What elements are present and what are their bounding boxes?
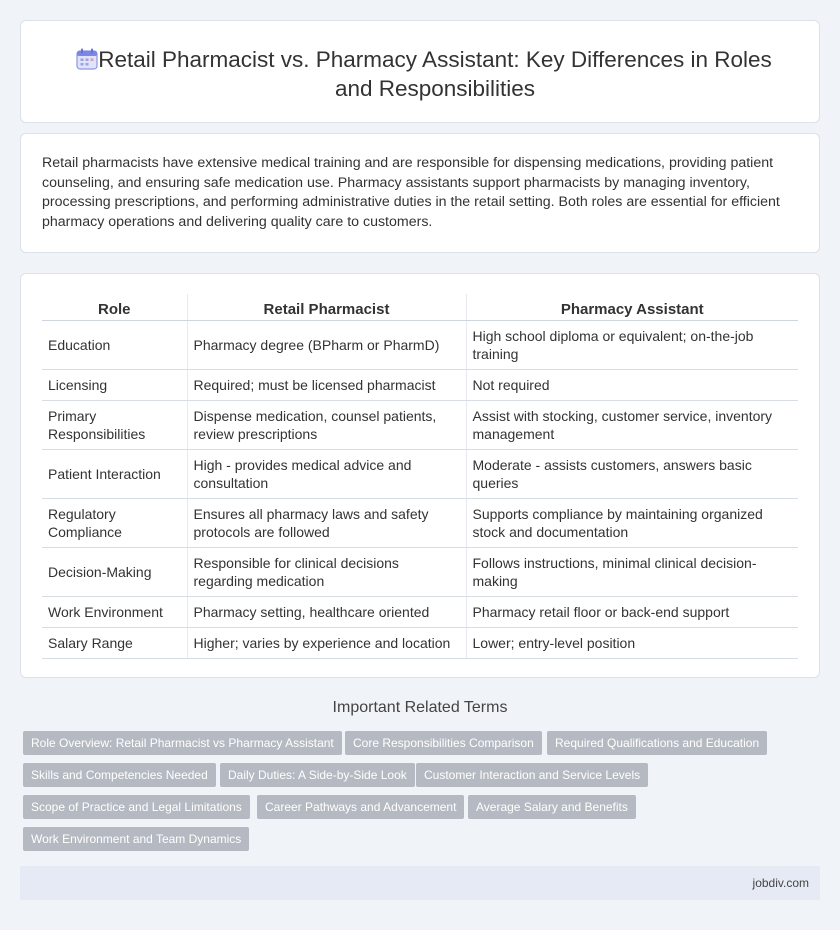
assistant-cell: Moderate - assists customers, answers basic queries [466, 449, 798, 498]
assistant-cell: Supports compliance by maintaining organized stock and documentation [466, 498, 798, 547]
table-row [42, 320, 798, 369]
intro-paragraph: Retail pharmacists have extensive medical training and are responsible for dispensing medications, providing patient counseling, and ensuring safe medication use. Pharmacy assistants support pharmacists by managing inventory, processing prescriptions, and performing administrative duties in the retail setting. Both roles are essential for efficient pharmacy operations and delivering quality care to customers. [42, 155, 780, 230]
page-title: Retail Pharmacist vs. Pharmacy Assistant: Key Differences in Roles and Responsibilities [98, 47, 772, 101]
assistant-cell: High school diploma or equivalent; on-the-job training [466, 320, 798, 369]
tag-career-pathways[interactable]: Career Pathways and Advancement [257, 795, 464, 819]
row-label: Regulatory Compliance [42, 498, 187, 547]
header-retail-pharmacist: Retail Pharmacist [187, 294, 466, 320]
table-row [42, 627, 798, 658]
tag-required-qualifications[interactable]: Required Qualifications and Education [547, 731, 767, 755]
table-row [42, 498, 798, 547]
pharmacist-cell: Higher; varies by experience and location [187, 627, 466, 658]
row-label: Salary Range [42, 627, 187, 658]
pharmacist-cell: Required; must be licensed pharmacist [187, 369, 466, 400]
tag-core-responsibilities[interactable]: Core Responsibilities Comparison [345, 731, 542, 755]
tag-skills-competencies[interactable]: Skills and Competencies Needed [23, 763, 216, 787]
pharmacist-cell: Ensures all pharmacy laws and safety protocols are followed [187, 498, 466, 547]
assistant-cell: Follows instructions, minimal clinical decision-making [466, 547, 798, 596]
row-label: Patient Interaction [42, 449, 187, 498]
header-pharmacy-assistant: Pharmacy Assistant [466, 294, 798, 320]
pharmacist-cell: Responsible for clinical decisions regarding medication [187, 547, 466, 596]
related-terms-title: Important Related Terms [332, 699, 508, 716]
assistant-cell: Pharmacy retail floor or back-end support [466, 596, 798, 627]
row-label: Primary Responsibilities [42, 400, 187, 449]
assistant-cell: Lower; entry-level position [466, 627, 798, 658]
tag-average-salary[interactable]: Average Salary and Benefits [468, 795, 636, 819]
title-card [20, 20, 820, 123]
comparison-table [42, 294, 798, 659]
table-header-row [42, 294, 798, 320]
assistant-cell: Assist with stocking, customer service, inventory management [466, 400, 798, 449]
table-row [42, 369, 798, 400]
row-label: Work Environment [42, 596, 187, 627]
tag-daily-duties[interactable]: Daily Duties: A Side-by-Side Look [220, 763, 415, 787]
pharmacist-cell: Pharmacy setting, healthcare oriented [187, 596, 466, 627]
footer [20, 866, 820, 900]
tag-work-environment[interactable]: Work Environment and Team Dynamics [23, 827, 249, 851]
table-row [42, 547, 798, 596]
intro-card [20, 133, 820, 253]
assistant-cell: Not required [466, 369, 798, 400]
pharmacist-cell: Dispense medication, counsel patients, review prescriptions [187, 400, 466, 449]
pharmacist-cell: Pharmacy degree (BPharm or PharmD) [187, 320, 466, 369]
tag-customer-interaction[interactable]: Customer Interaction and Service Levels [416, 763, 648, 787]
row-label: Education [42, 320, 187, 369]
row-label: Licensing [42, 369, 187, 400]
footer-site-link[interactable]: jobdiv.com [752, 876, 809, 890]
row-label: Decision-Making [42, 547, 187, 596]
pharmacist-cell: High - provides medical advice and consultation [187, 449, 466, 498]
table-row [42, 400, 798, 449]
header-role: Role [42, 294, 187, 320]
table-row [42, 596, 798, 627]
table-row [42, 449, 798, 498]
tag-role-overview[interactable]: Role Overview: Retail Pharmacist vs Pharmacy Assistant [23, 731, 342, 755]
tag-scope-of-practice[interactable]: Scope of Practice and Legal Limitations [23, 795, 250, 819]
comparison-card [20, 273, 820, 678]
